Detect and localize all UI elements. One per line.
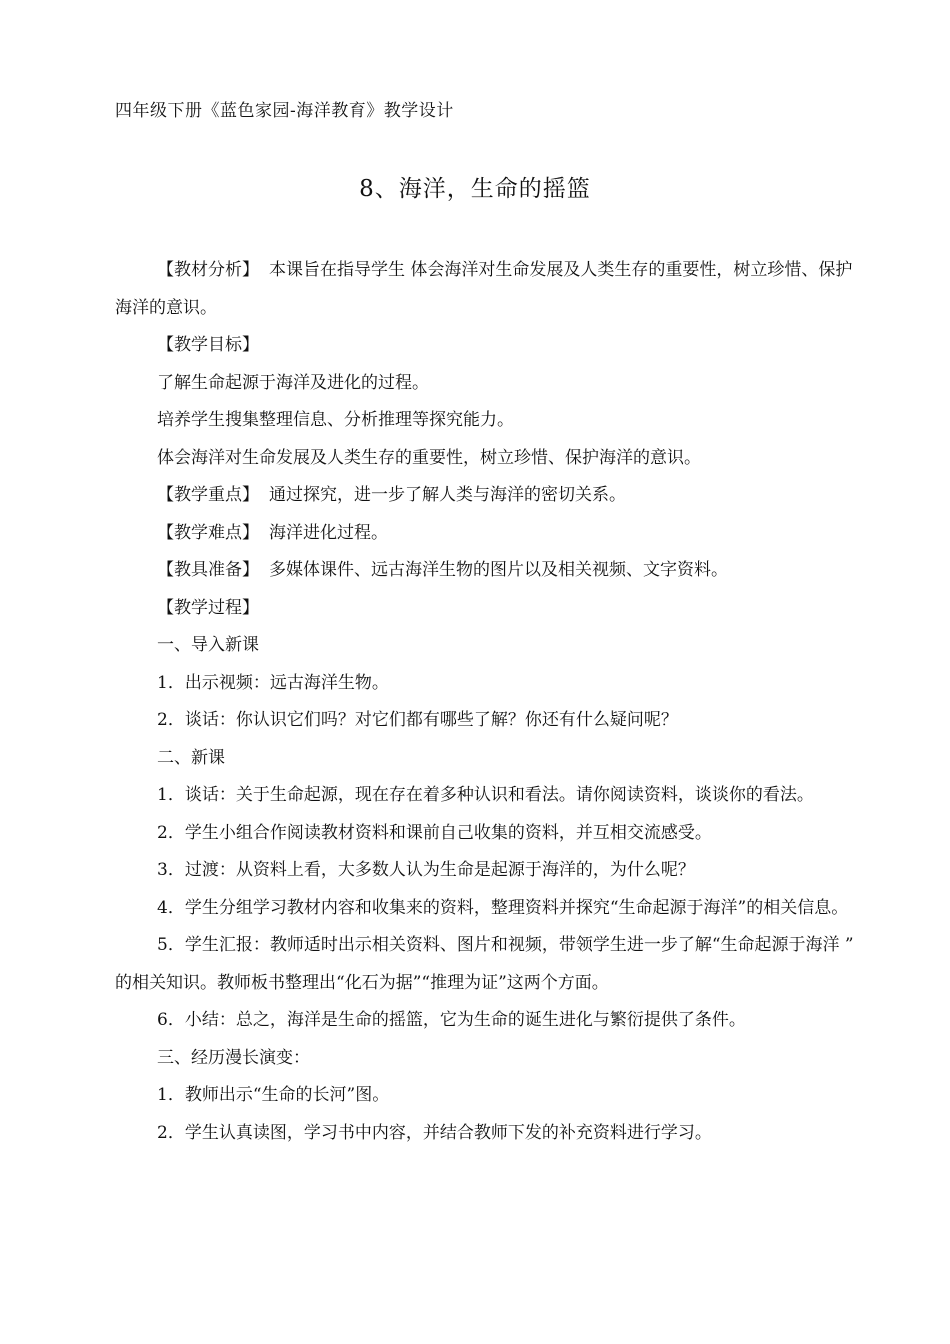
section-heading: 二、新课 xyxy=(157,747,225,768)
section-item: 1．出示视频：远古海洋生物。 xyxy=(157,672,389,693)
goal-item: 体会海洋对生命发展及人类生存的重要性，树立珍惜、保护海洋的意识。 xyxy=(157,447,701,468)
key-point-paragraph xyxy=(115,477,860,515)
document-body xyxy=(115,252,860,1152)
goals-label: 【教学目标】 xyxy=(157,335,259,355)
materials-label: 【教具准备】 xyxy=(157,560,259,580)
materials-text: 多媒体课件、远古海洋生物的图片以及相关视频、文字资料。 xyxy=(269,560,728,580)
difficulty-label: 【教学难点】 xyxy=(157,522,259,543)
section-item: 5．学生汇报：教师适时出示相关资料、图片和视频，带领学生进一步了解“生命起源于海洋 ” 的相关知识。教师板书整理出“化石为据”“推理为证”这两个方面。 xyxy=(115,935,854,993)
section-heading: 一、导入新课 xyxy=(157,635,259,655)
goal-item: 培养学生搜集整理信息、分析推理等探究能力。 xyxy=(157,410,514,430)
section-item: 6．小结：总之，海洋是生命的摇篮，它为生命的诞生进化与繁衍提供了条件。 xyxy=(157,1010,746,1030)
document-title: 8、海洋，生命的摇篮 xyxy=(359,176,591,202)
section-item: 1．谈话：关于生命起源，现在存在着多种认识和看法。请你阅读资料，谈谈你的看法。 xyxy=(157,785,814,805)
section-item: 4．学生分组学习教材内容和收集来的资料，整理资料并探究“生命起源于海洋”的相关信息。 xyxy=(157,897,849,918)
analysis-paragraph xyxy=(115,252,860,327)
analysis-label: 【教材分析】 xyxy=(157,260,259,280)
document-header: 四年级下册《蓝色家园-海洋教育》教学设计 xyxy=(115,101,454,121)
process-label: 【教学过程】 xyxy=(157,597,259,618)
section-item: 2．学生小组合作阅读教材资料和课前自己收集的资料，并互相交流感受。 xyxy=(157,822,712,843)
goal-item: 了解生命起源于海洋及进化的过程。 xyxy=(157,372,429,393)
materials-paragraph xyxy=(115,552,860,590)
key-point-label: 【教学重点】 xyxy=(157,485,259,505)
section-item: 1．教师出示“生命的长河”图。 xyxy=(157,1085,390,1105)
section-item: 3．过渡：从资料上看，大多数人认为生命是起源于海洋的，为什么呢？ xyxy=(157,860,695,880)
key-point-text: 通过探究，进一步了解人类与海洋的密切关系。 xyxy=(269,485,626,505)
section-item: 2．学生认真读图，学习书中内容，并结合教师下发的补充资料进行学习。 xyxy=(157,1122,712,1143)
analysis-text: 本课旨在指导学生 体会海洋对生命发展及人类生存的重要性，树立珍惜、保护海洋的意识。 xyxy=(115,260,853,318)
section-item: 2．谈话：你认识它们吗？对它们都有哪些了解？你还有什么疑问呢？ xyxy=(157,710,678,730)
difficulty-text: 海洋进化过程。 xyxy=(269,522,388,543)
section-heading: 三、经历漫长演变： xyxy=(157,1047,310,1068)
difficulty-paragraph xyxy=(115,515,860,553)
